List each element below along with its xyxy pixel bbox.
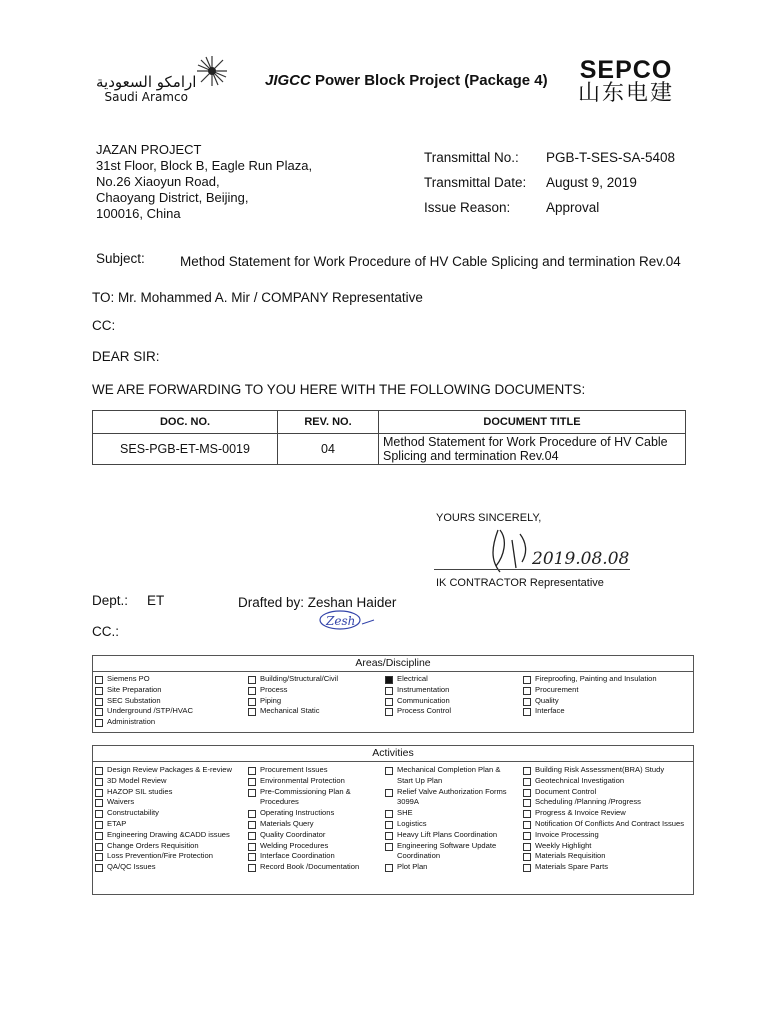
checkbox-label: Document Control bbox=[535, 786, 597, 796]
checkbox-item bbox=[523, 706, 657, 717]
forwarding-line: WE ARE FORWARDING TO YOU HERE WITH THE FOLLOWING DOCUMENTS: bbox=[92, 382, 586, 397]
checkbox-item bbox=[523, 830, 684, 841]
checkbox-icon[interactable] bbox=[95, 676, 103, 684]
checkbox-label: Waivers bbox=[107, 797, 135, 807]
cc-line: CC: bbox=[92, 318, 116, 333]
checkbox-item bbox=[523, 696, 657, 707]
checkbox-label: Notification Of Conflicts And Contract Issues bbox=[535, 818, 684, 828]
aramco-english-text: Saudi Aramco bbox=[104, 90, 188, 104]
checkbox-label: QA/QC Issues bbox=[107, 862, 156, 872]
checkbox-label: Materials Requisition bbox=[535, 851, 606, 861]
drafted-by: Drafted by: Zeshan Haider bbox=[238, 595, 397, 610]
checkbox-label: Piping bbox=[260, 695, 282, 705]
issue-reason-label: Issue Reason: bbox=[424, 200, 511, 215]
checkbox-item bbox=[248, 841, 359, 852]
address-line: No.26 Xiaoyun Road, bbox=[96, 174, 220, 189]
checkbox-item bbox=[248, 819, 359, 830]
checkbox-label: Quality Coordinator bbox=[260, 829, 326, 839]
checkbox-item bbox=[95, 696, 193, 707]
col-document-title: DOCUMENT TITLE bbox=[379, 411, 686, 434]
checkbox-label: Communication bbox=[397, 695, 450, 705]
checkbox-icon[interactable] bbox=[95, 778, 103, 786]
checkbox-icon[interactable] bbox=[248, 778, 256, 786]
checkbox-icon[interactable] bbox=[248, 708, 256, 716]
checkbox-label: Materials Spare Parts bbox=[535, 862, 609, 872]
areas-col bbox=[95, 674, 193, 728]
checkbox-label: Mechanical Static bbox=[260, 706, 320, 716]
checkbox-label: Pre-Commissioning Plan & bbox=[260, 786, 351, 796]
checkbox-item bbox=[95, 674, 193, 685]
checkbox-item bbox=[385, 787, 507, 809]
checkbox-icon[interactable] bbox=[523, 687, 531, 695]
activities-col bbox=[95, 765, 232, 873]
checkbox-item bbox=[523, 862, 684, 873]
checkbox-icon[interactable] bbox=[385, 864, 393, 872]
checkbox-item bbox=[248, 776, 359, 787]
address-line: 100016, China bbox=[96, 206, 181, 221]
sepco-chinese-text: 山东电建 bbox=[578, 81, 675, 106]
checkbox-label: 3D Model Review bbox=[107, 775, 167, 785]
aramco-star-icon bbox=[195, 54, 229, 88]
checkbox-item bbox=[385, 819, 507, 830]
checkbox-item bbox=[95, 765, 232, 776]
checkbox-label: Plot Plan bbox=[397, 862, 428, 872]
yours-sincerely: YOURS SINCERELY, bbox=[436, 512, 542, 524]
dept-label: Dept.: bbox=[92, 593, 129, 608]
checkbox-item bbox=[95, 862, 232, 873]
checkbox-item bbox=[95, 819, 232, 830]
checkbox-label: Engineering Drawing &CADD issues bbox=[107, 829, 230, 839]
checkbox-label: Invoice Processing bbox=[535, 829, 599, 839]
address-line: JAZAN PROJECT bbox=[96, 142, 202, 157]
checkbox-label: Building/Structural/Civil bbox=[260, 674, 339, 683]
checkbox-item bbox=[523, 841, 684, 852]
checkbox-item bbox=[248, 674, 338, 685]
checkbox-icon[interactable] bbox=[385, 810, 393, 818]
checkbox-icon[interactable] bbox=[385, 698, 393, 706]
checkbox-icon[interactable] bbox=[523, 864, 531, 872]
activities-col bbox=[523, 765, 684, 873]
checkbox-label: Process Control bbox=[397, 706, 452, 716]
checkbox-label: Constructability bbox=[107, 808, 159, 818]
subject-text: Method Statement for Work Procedure of HV Cable Splicing and termination Rev.04 bbox=[180, 254, 681, 269]
checkbox-icon[interactable] bbox=[248, 698, 256, 706]
checkbox-icon[interactable] bbox=[248, 767, 256, 775]
checkbox-label: Change Orders Requisition bbox=[107, 840, 199, 850]
checkbox-label: Progress & Invoice Review bbox=[535, 808, 626, 818]
activities-box bbox=[92, 745, 694, 895]
checkbox-item bbox=[523, 819, 684, 830]
checkbox-item bbox=[523, 808, 684, 819]
areas-discipline-box bbox=[92, 655, 694, 733]
checkbox-label: Geotechnical Investigation bbox=[535, 775, 625, 785]
checkbox-label: Heavy Lift Plans Coordination bbox=[397, 829, 498, 839]
checkbox-icon[interactable] bbox=[248, 853, 256, 861]
checkbox-icon[interactable] bbox=[248, 821, 256, 829]
aramco-arabic-text: ارامكو السعودية bbox=[96, 73, 197, 91]
issue-reason-value: Approval bbox=[546, 200, 600, 215]
checkbox-item bbox=[248, 862, 359, 873]
checkbox-icon[interactable] bbox=[523, 789, 531, 797]
sepco-logo bbox=[578, 58, 674, 106]
rev-no-cell: 04 bbox=[278, 434, 379, 465]
checkbox-label: Electrical bbox=[397, 674, 428, 683]
transmittal-no-value: PGB-T-SES-SA-5408 bbox=[546, 150, 676, 165]
checkbox-label: ETAP bbox=[107, 818, 127, 828]
checkbox-label: Weekly Highlight bbox=[535, 840, 592, 850]
checkbox-label-continuation: Procedures bbox=[260, 797, 299, 807]
checkbox-icon[interactable] bbox=[248, 832, 256, 840]
checkbox-item bbox=[95, 706, 193, 717]
checkbox-label: Welding Procedures bbox=[260, 840, 329, 850]
documents-table bbox=[92, 410, 686, 465]
checkbox-label: Relief Valve Authorization Forms bbox=[397, 786, 507, 796]
checkbox-item bbox=[95, 717, 193, 728]
drafter-initials: Zesh bbox=[326, 614, 356, 628]
checkbox-item bbox=[248, 765, 359, 776]
checkbox-label: Loss Prevention/Fire Protection bbox=[107, 851, 213, 861]
areas-col bbox=[248, 674, 338, 717]
activities-header: Activities bbox=[93, 746, 693, 762]
checkbox-icon[interactable] bbox=[95, 821, 103, 829]
checkbox-icon[interactable] bbox=[523, 810, 531, 818]
checkbox-label-continuation: 3099A bbox=[397, 797, 419, 807]
checkbox-icon[interactable] bbox=[523, 767, 531, 775]
checkbox-icon[interactable] bbox=[523, 853, 531, 861]
areas-col bbox=[385, 674, 451, 717]
checkbox-item bbox=[523, 685, 657, 696]
checkbox-label: Operating Instructions bbox=[260, 808, 335, 818]
checkbox-icon[interactable] bbox=[248, 843, 256, 851]
checkbox-icon[interactable] bbox=[248, 810, 256, 818]
checkbox-item bbox=[95, 851, 232, 862]
signature-line bbox=[434, 569, 630, 570]
checkbox-icon[interactable] bbox=[95, 789, 103, 797]
checkbox-icon[interactable] bbox=[95, 843, 103, 851]
checkbox-item bbox=[385, 808, 507, 819]
address-block bbox=[96, 142, 312, 222]
checkbox-icon[interactable] bbox=[523, 676, 531, 684]
checkbox-label: Instrumentation bbox=[397, 684, 450, 694]
checkbox-item bbox=[523, 765, 684, 776]
checkbox-label: Process bbox=[260, 684, 288, 694]
checkbox-label: HAZOP SIL studies bbox=[107, 786, 173, 796]
checkbox-icon[interactable] bbox=[95, 719, 103, 727]
checkbox-icon[interactable] bbox=[385, 843, 393, 851]
areas-col bbox=[523, 674, 657, 717]
checkbox-item bbox=[248, 787, 359, 809]
checkbox-item bbox=[385, 841, 507, 863]
checkbox-label: Engineering Software Update bbox=[397, 840, 497, 850]
checkbox-label-continuation: Coordination bbox=[397, 851, 441, 861]
transmittal-date-value: August 9, 2019 bbox=[546, 175, 637, 190]
signature-date: 2019.08.08 bbox=[532, 549, 630, 569]
checkbox-icon[interactable] bbox=[95, 698, 103, 706]
checkbox-label-continuation: Start Up Plan bbox=[397, 775, 443, 785]
checkbox-label: Record Book /Documentation bbox=[260, 862, 360, 872]
address-line: Chaoyang District, Beijing, bbox=[96, 190, 249, 205]
transmittal-date-label: Transmittal Date: bbox=[424, 175, 527, 190]
checkbox-icon[interactable] bbox=[95, 708, 103, 716]
checkbox-item bbox=[248, 696, 338, 707]
checkbox-item bbox=[248, 706, 338, 717]
checkbox-item bbox=[95, 787, 232, 798]
checkbox-icon[interactable] bbox=[95, 832, 103, 840]
checkbox-label: Mechanical Completion Plan & bbox=[397, 765, 501, 774]
checkbox-label: Underground /STP/HVAC bbox=[107, 706, 193, 716]
checkbox-item bbox=[523, 776, 684, 787]
checkbox-label: Fireproofing, Painting and Insulation bbox=[535, 674, 657, 683]
checkbox-item bbox=[248, 851, 359, 862]
salutation: DEAR SIR: bbox=[92, 349, 160, 364]
doc-no-cell: SES-PGB-ET-MS-0019 bbox=[93, 434, 278, 465]
checkbox-icon[interactable] bbox=[385, 767, 393, 775]
checkbox-item bbox=[95, 808, 232, 819]
checkbox-item bbox=[248, 830, 359, 841]
checkbox-label: Design Review Packages & E-review bbox=[107, 765, 232, 774]
saudi-aramco-logo bbox=[96, 74, 196, 104]
checkbox-item bbox=[95, 776, 232, 787]
checkbox-item bbox=[385, 674, 451, 685]
checkbox-label: Administration bbox=[107, 717, 156, 727]
checkbox-icon[interactable] bbox=[385, 832, 393, 840]
checkbox-item bbox=[95, 830, 232, 841]
checkbox-icon[interactable] bbox=[523, 821, 531, 829]
checkbox-item bbox=[523, 851, 684, 862]
col-rev-no: REV. NO. bbox=[278, 411, 379, 434]
checkbox-item bbox=[385, 765, 507, 787]
checkbox-item bbox=[248, 808, 359, 819]
checkbox-item bbox=[95, 841, 232, 852]
checkbox-item bbox=[95, 797, 232, 808]
checkbox-icon[interactable] bbox=[95, 810, 103, 818]
to-line: TO: Mr. Mohammed A. Mir / COMPANY Representative bbox=[92, 290, 423, 305]
checkbox-icon[interactable] bbox=[95, 799, 103, 807]
checkbox-label: SEC Substation bbox=[107, 695, 161, 705]
dept-value: ET bbox=[147, 593, 165, 608]
checkbox-item bbox=[385, 830, 507, 841]
drafter-initials-image bbox=[316, 608, 380, 632]
checkbox-label: Interface bbox=[535, 706, 565, 716]
checkbox-icon[interactable] bbox=[248, 687, 256, 695]
checkbox-icon[interactable] bbox=[385, 789, 393, 797]
checkbox-item bbox=[385, 862, 507, 873]
checkbox-icon[interactable] bbox=[523, 708, 531, 716]
col-doc-no: DOC. NO. bbox=[93, 411, 278, 434]
checkbox-icon[interactable] bbox=[385, 708, 393, 716]
checkbox-label: Site Preparation bbox=[107, 684, 162, 694]
address-line: 31st Floor, Block B, Eagle Run Plaza, bbox=[96, 158, 313, 173]
cc2-label: CC.: bbox=[92, 624, 119, 639]
checkbox-item bbox=[523, 797, 684, 808]
table-row bbox=[93, 434, 686, 465]
checkbox-label: Siemens PO bbox=[107, 674, 150, 683]
checkbox-item bbox=[523, 787, 684, 798]
areas-discipline-header: Areas/Discipline bbox=[93, 656, 693, 672]
checkbox-label: Quality bbox=[535, 695, 559, 705]
checkbox-icon[interactable] bbox=[523, 843, 531, 851]
checkbox-item bbox=[385, 706, 451, 717]
checkbox-checked-icon[interactable] bbox=[385, 676, 393, 684]
checkbox-icon[interactable] bbox=[95, 853, 103, 861]
checkbox-label: Procurement bbox=[535, 684, 579, 694]
checkbox-icon[interactable] bbox=[523, 832, 531, 840]
checkbox-icon[interactable] bbox=[248, 676, 256, 684]
checkbox-item bbox=[95, 685, 193, 696]
checkbox-label: SHE bbox=[397, 808, 413, 818]
sepco-english-text: SEPCO bbox=[579, 56, 673, 84]
transmittal-no-label: Transmittal No.: bbox=[424, 150, 519, 165]
checkbox-icon[interactable] bbox=[95, 687, 103, 695]
checkbox-item bbox=[385, 685, 451, 696]
checkbox-item bbox=[385, 696, 451, 707]
checkbox-label: Building Risk Assessment(BRA) Study bbox=[535, 765, 665, 774]
checkbox-icon[interactable] bbox=[385, 821, 393, 829]
checkbox-item bbox=[248, 685, 338, 696]
subject-label: Subject: bbox=[96, 251, 145, 266]
checkbox-icon[interactable] bbox=[248, 789, 256, 797]
project-title: JIGCC Power Block Project (Package 4) bbox=[265, 72, 548, 89]
checkbox-item bbox=[523, 674, 657, 685]
activities-col bbox=[248, 765, 359, 873]
checkbox-label: Interface Coordination bbox=[260, 851, 335, 861]
checkbox-icon[interactable] bbox=[95, 767, 103, 775]
checkbox-label: Scheduling /Planning /Progress bbox=[535, 797, 641, 807]
checkbox-icon[interactable] bbox=[523, 799, 531, 807]
checkbox-icon[interactable] bbox=[523, 698, 531, 706]
activities-col bbox=[385, 765, 507, 873]
checkbox-icon[interactable] bbox=[385, 687, 393, 695]
table-header-row bbox=[93, 411, 686, 434]
checkbox-icon[interactable] bbox=[523, 778, 531, 786]
document-title-cell: Method Statement for Work Procedure of HV Cable Splicing and termination Rev.04 bbox=[379, 434, 686, 465]
checkbox-label: Materials Query bbox=[260, 818, 314, 828]
checkbox-icon[interactable] bbox=[248, 864, 256, 872]
checkbox-label: Environmental Protection bbox=[260, 775, 345, 785]
checkbox-label: Procurement Issues bbox=[260, 765, 328, 774]
ik-contractor-representative: IK CONTRACTOR Representative bbox=[436, 577, 604, 589]
checkbox-icon[interactable] bbox=[95, 864, 103, 872]
checkbox-label: Logistics bbox=[397, 818, 427, 828]
